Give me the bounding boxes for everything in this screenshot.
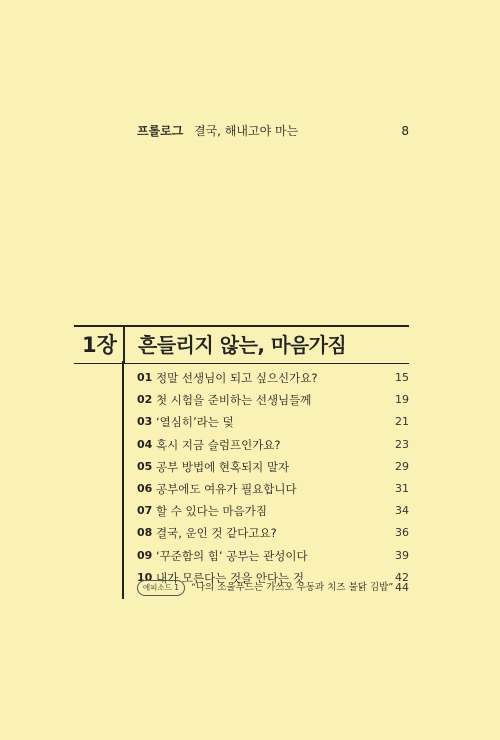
toc-item-title: 할 수 있다는 마음가짐 [156, 504, 267, 519]
chapter-divider [123, 327, 125, 363]
toc-item-number: 02 [137, 393, 153, 407]
toc-item-title: 공부에도 여유가 필요합니다 [156, 481, 297, 496]
toc-item-title: ‘꾸준함의 힘’ 공부는 관성이다 [156, 548, 308, 563]
toc-item-number: 01 [137, 371, 153, 384]
toc-item [137, 434, 409, 456]
toc-item [137, 456, 409, 478]
toc-item-page: 39 [395, 548, 409, 562]
toc-item [137, 522, 409, 544]
toc-item [137, 545, 409, 567]
toc-item [137, 478, 409, 500]
toc-item-number: 06 [137, 481, 153, 495]
chapter-title: 흔들리지 않는, 마음가짐 [138, 333, 347, 357]
toc-item-page: 19 [395, 393, 409, 407]
toc-item-number: 05 [137, 459, 153, 473]
toc-item-number: 04 [137, 437, 153, 451]
toc-item-title: 혹시 지금 슬럼프인가요? [156, 437, 281, 452]
prologue-entry [137, 122, 409, 140]
episode-page-number: 44 [395, 581, 409, 594]
chapter-vertical-rule [122, 361, 124, 599]
toc-item [137, 367, 409, 389]
toc-item-title: 공부 방법에 현혹되지 말자 [156, 459, 290, 474]
toc-item [137, 411, 409, 433]
toc-item-title: 첫 시험을 준비하는 선생님들께 [156, 393, 312, 408]
toc-item-title: 결국, 운인 것 같다고요? [156, 526, 277, 541]
toc-item-page: 36 [395, 526, 409, 540]
toc-item-page: 42 [395, 570, 409, 584]
prologue-page-number: 8 [401, 124, 409, 138]
chapter-number: 1장 [82, 333, 117, 357]
toc-item [137, 500, 409, 522]
toc-item-page: 31 [395, 481, 409, 495]
toc-item-title: 내가 모른다는 것을 안다는 것 [156, 570, 304, 585]
toc-item-title: ‘열심히’라는 덫 [156, 415, 234, 430]
prologue-title: 결국, 해내고야 마는 [194, 124, 299, 138]
toc-item-number: 08 [137, 526, 153, 540]
toc-item-page: 34 [395, 504, 409, 518]
toc-item-page: 15 [395, 371, 409, 384]
toc-item-title: 정말 선생님이 되고 싶으신가요? [156, 371, 318, 385]
episode-badge: 에피소드 1 [137, 580, 185, 596]
toc-item-number: 07 [137, 504, 153, 518]
toc-item-number: 03 [137, 415, 153, 429]
episode-entry [137, 578, 409, 598]
toc-item-page: 29 [395, 459, 409, 473]
toc-item-number: 10 [137, 570, 153, 584]
chapter-header [74, 325, 409, 364]
prologue-tag: 프롤로그 [137, 124, 184, 138]
toc-item [137, 389, 409, 411]
toc-item-number: 09 [137, 548, 153, 562]
toc-item-page: 23 [395, 437, 409, 451]
toc-list [137, 367, 409, 589]
episode-title: “나의 소울푸드는 가쓰오 우동과 치즈 불닭 김밥” [191, 582, 394, 593]
toc-item-page: 21 [395, 415, 409, 429]
